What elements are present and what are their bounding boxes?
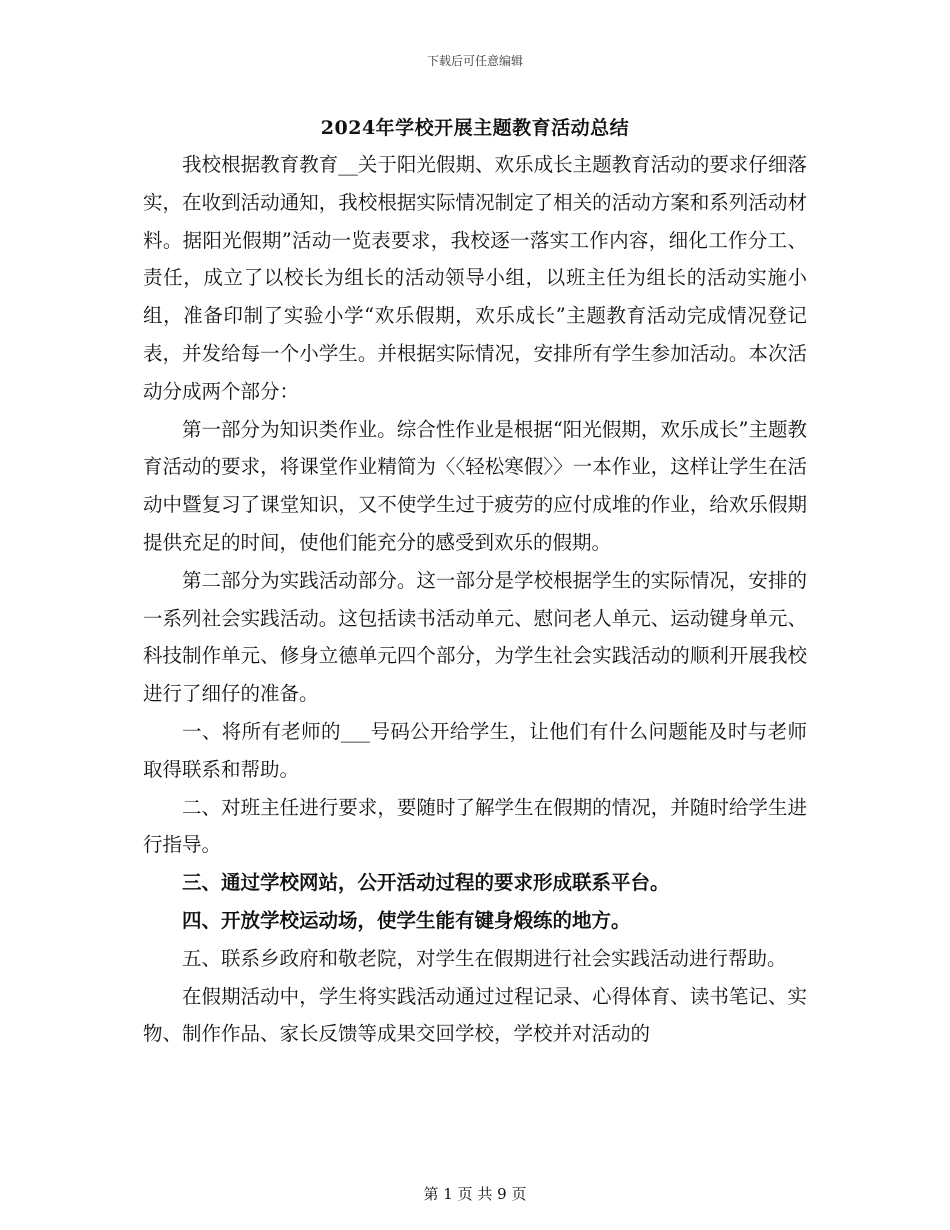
paragraph-part-one: 第一部分为知识类作业。综合性作业是根据“阳光假期，欢乐成长”主题教育活动的要求，将课堂作业精简为〈〈轻松寒假〉〉一本作业，这样让学生在活动中暨复习了课堂知识，又不使学生过于疲劳的应付成堆的作业，给欢乐假期提供充足的时间，使他们能充分的感受到欢乐的假期。 (143, 417, 807, 554)
document-title: 2024年学校开展主题教育活动总结 (320, 117, 630, 139)
paragraph-item-four: 四、开放学校运动场，使学生能有键身煅练的地方。 (182, 908, 631, 932)
paragraph-intro: 我校根据教育教育__关于阳光假期、欢乐成长主题教育活动的要求仔细落实，在收到活动通知，我校根据实际情况制定了相关的活动方案和系列活动材料。据阳光假期”活动一览表要求，我校逐一落实工作内容，细化工作分工、责任，成立了以校长为组长的活动领导小组，以班主任为组长的活动实施小组，准备印制了实验小学“欢乐假期，欢乐成长”主题教育活动完成情况登记表，并发给每一个小学生。并根据实际情况，安排所有学生参加活动。本次活动分成两个部分： (143, 153, 807, 403)
page-number: 第 1 页 共 9 页 (423, 1185, 527, 1203)
document-body (143, 146, 807, 1053)
paragraph-part-two: 第二部分为实践活动部分。这一部分是学校根据学生的实际情况，安排的一系列社会实践活动。这包括读书活动单元、慰问老人单元、运动键身单元、科技制作单元、修身立德单元四个部分，为学生社会实践活动的顺利开展我校进行了细仔的准备。 (143, 568, 807, 706)
paragraph-item-two: 二、对班主任进行要求，要随时了解学生在假期的情况，并随时给学生进行指导。 (143, 795, 807, 857)
page-header: 下载后可任意编辑 (426, 54, 523, 68)
paragraph-item-one: 一、将所有老师的___号码公开给学生，让他们有什么问题能及时与老师取得联系和帮助。 (143, 719, 807, 781)
paragraph-item-five: 五、联系乡政府和敬老院，对学生在假期进行社会实践活动进行帮助。 (182, 946, 787, 970)
paragraph-activity-results: 在假期活动中，学生将实践活动通过过程记录、心得体育、读书笔记、实物、制作作品、家长反馈等成果交回学校，学校并对活动的 (143, 984, 807, 1046)
paragraph-item-three: 三、通过学校网站，公开活动过程的要求形成联系平台。 (182, 871, 670, 895)
